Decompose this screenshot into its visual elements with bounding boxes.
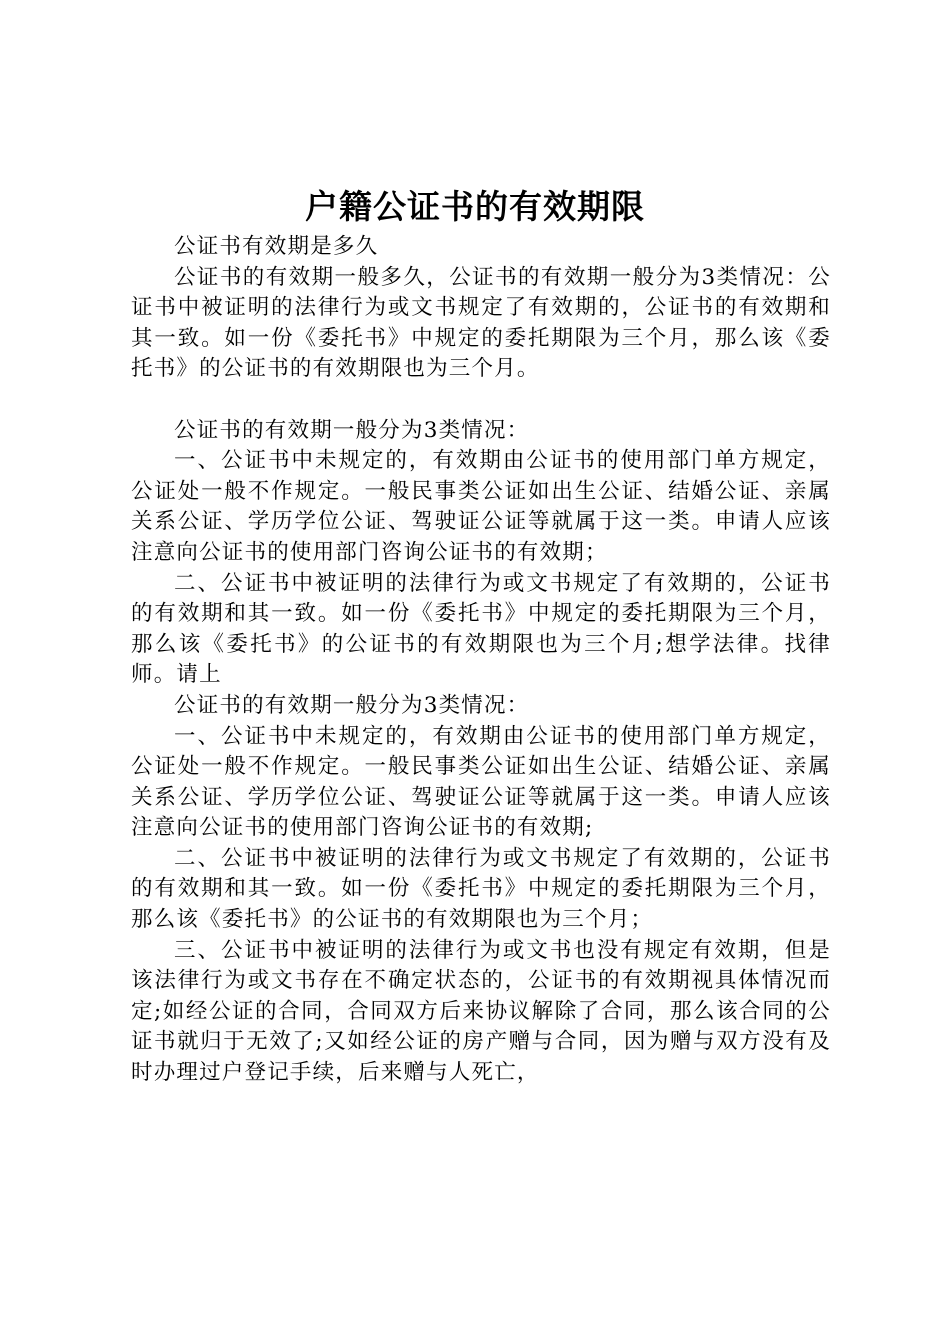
paragraph-item-three: 三、公证书中被证明的法律行为或文书也没有规定有效期，但是该法律行为或文书存在不确定状态的，公证书的有效期视具体情况而定;如经公证的合同，合同双方后来协议解除了合同，那么该合同的公证书就归于无效了;又如经公证的房产赠与合同，因为赠与双方没有及时办理过户登记手续，后来赠与人死亡， bbox=[131, 937, 831, 1086]
paragraph-item-two-repeat: 二、公证书中被证明的法律行为或文书规定了有效期的，公证书的有效期和其一致。如一份《委托书》中规定的委托期限为三个月，那么该《委托书》的公证书的有效期限也为三个月； bbox=[131, 845, 831, 933]
paragraph-categories-heading-repeat: 公证书的有效期一般分为3类情况： bbox=[174, 692, 530, 718]
paragraph-item-two: 二、公证书中被证明的法律行为或文书规定了有效期的，公证书的有效期和其一致。如一份《委托书》中规定的委托期限为三个月，那么该《委托书》的公证书的有效期限也为三个月;想学法律。找律师。请上 bbox=[131, 570, 831, 688]
paragraph-subtitle: 公证书有效期是多久 bbox=[174, 234, 379, 259]
paragraph-item-one: 一、公证书中未规定的，有效期由公证书的使用部门单方规定，公证处一般不作规定。一般民事类公证如出生公证、结婚公证、亲属关系公证、学历学位公证、驾驶证公证等就属于这一类。申请人应该注意向公证书的使用部门咨询公证书的有效期； bbox=[131, 448, 831, 565]
paragraph-intro: 公证书的有效期一般多久，公证书的有效期一般分为3类情况：公证书中被证明的法律行为或文书规定了有效期的，公证书的有效期和其一致。如一份《委托书》中规定的委托期限为三个月，那么该《委托书》的公证书的有效期限也为三个月。 bbox=[131, 264, 831, 382]
document-title: 户籍公证书的有效期限 bbox=[305, 187, 645, 226]
document-body bbox=[131, 232, 831, 1089]
paragraph-categories-heading: 公证书的有效期一般分为3类情况： bbox=[174, 417, 530, 443]
paragraph-spacer bbox=[131, 385, 831, 416]
paragraph-item-one-repeat: 一、公证书中未规定的，有效期由公证书的使用部门单方规定，公证处一般不作规定。一般民事类公证如出生公证、结婚公证、亲属关系公证、学历学位公证、驾驶证公证等就属于这一类。申请人应该注意向公证书的使用部门咨询公证书的有效期; bbox=[131, 723, 831, 841]
